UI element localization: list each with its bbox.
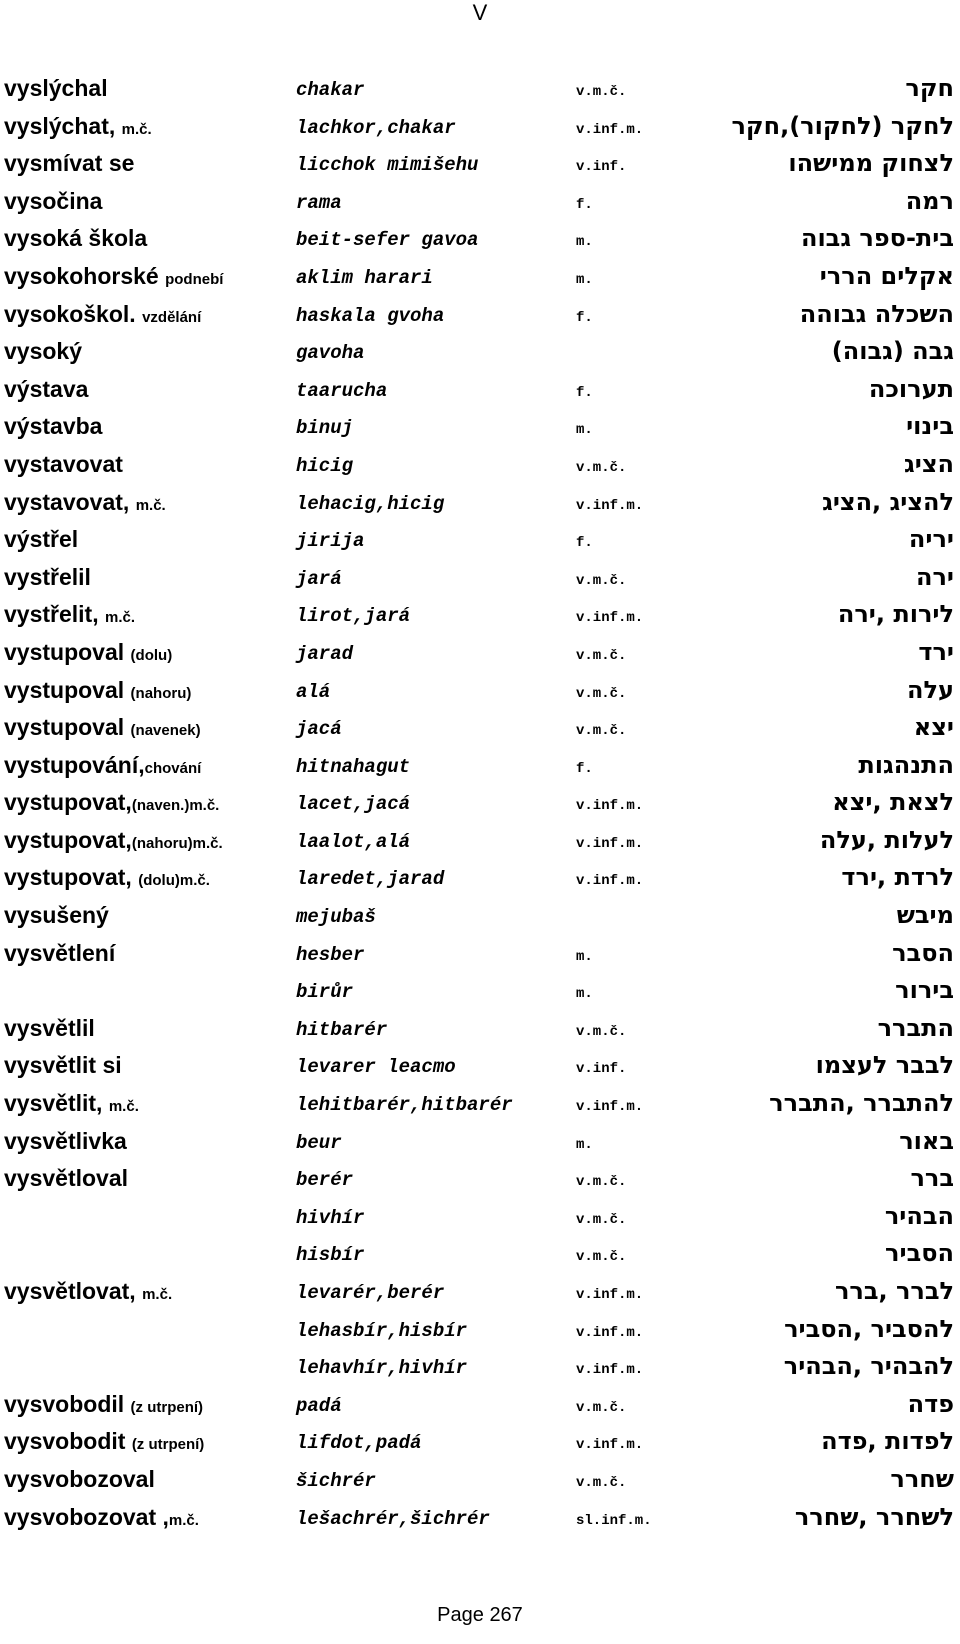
czech-term	[4, 1503, 199, 1535]
dictionary-row	[0, 1202, 960, 1240]
czech-word: vysočina	[4, 187, 103, 214]
transliteration: jacá	[296, 718, 342, 741]
dictionary-row	[0, 751, 960, 789]
hebrew-term: הסבר	[892, 938, 954, 967]
hebrew-term: לירות ,ירה	[837, 600, 954, 629]
hebrew-term: ירד	[918, 637, 954, 666]
dictionary-row	[0, 300, 960, 338]
czech-note: m.č.	[142, 1286, 173, 1303]
transliteration: lehasbír,hisbír	[296, 1319, 468, 1342]
czech-word: vyslýchat,	[4, 112, 122, 139]
page-number: Page 267	[437, 1604, 523, 1626]
section-letter-header: V	[472, 0, 488, 25]
grammar-tag: f.	[576, 309, 593, 326]
hebrew-term: השכלה גבוהה	[799, 299, 954, 328]
grammar-tag: v.m.č.	[576, 1399, 627, 1416]
dictionary-row	[0, 1164, 960, 1202]
transliteration: lirot,jará	[296, 605, 411, 628]
hebrew-term: פדה	[907, 1389, 954, 1418]
hebrew-term: גבה (גבוה)	[831, 337, 954, 366]
czech-word: vystavovat	[4, 450, 123, 477]
hebrew-term: הסביר	[885, 1239, 954, 1268]
hebrew-term: שחרר	[890, 1464, 954, 1493]
transliteration: hesber	[296, 943, 365, 966]
hebrew-term: התנהגות	[858, 750, 954, 779]
czech-word: vystupoval	[4, 714, 131, 741]
czech-note: (naven.)m.č.	[131, 797, 220, 815]
dictionary-entries	[0, 74, 960, 1540]
czech-term	[4, 863, 210, 895]
czech-term	[4, 600, 135, 632]
transliteration: lehacig,hicig	[296, 492, 445, 515]
transliteration: gavoha	[296, 342, 365, 365]
czech-word: vystupoval	[4, 676, 131, 703]
transliteration: taarucha	[296, 379, 388, 402]
czech-term	[4, 149, 134, 181]
dictionary-row	[0, 826, 960, 864]
dictionary-row	[0, 187, 960, 225]
dictionary-row	[0, 525, 960, 563]
hebrew-term: ירה	[915, 562, 954, 591]
czech-word: vystupoval	[4, 638, 131, 665]
czech-note: (dolu)	[130, 646, 173, 664]
transliteration: mejubaš	[296, 906, 376, 929]
czech-word: vysokoškol.	[4, 300, 143, 327]
transliteration: jirija	[296, 530, 365, 553]
dictionary-row	[0, 976, 960, 1014]
hebrew-term: תערוכה	[868, 374, 954, 403]
czech-word: vysmívat se	[4, 150, 135, 177]
dictionary-row	[0, 1390, 960, 1428]
czech-word: vystupování,	[4, 751, 145, 778]
dictionary-row	[0, 149, 960, 187]
czech-term	[4, 1390, 203, 1422]
grammar-tag: v.m.č.	[576, 1211, 627, 1228]
transliteration: aklim harari	[296, 266, 433, 289]
grammar-tag: v.inf.m.	[576, 497, 644, 514]
transliteration: šichrér	[296, 1469, 376, 1492]
grammar-tag: f.	[576, 384, 593, 401]
czech-term	[4, 112, 152, 144]
czech-term	[4, 676, 191, 708]
czech-word: vysvětlil	[4, 1014, 95, 1041]
dictionary-row	[0, 1503, 960, 1541]
hebrew-term: אקלים הררי	[819, 261, 954, 290]
hebrew-term: בינוי	[906, 412, 954, 441]
czech-note: m.č.	[135, 496, 166, 514]
hebrew-term: לרדת ,ירד	[841, 863, 954, 892]
czech-word: vysvobodit	[4, 1428, 132, 1455]
czech-term	[4, 1277, 172, 1309]
czech-word: vysušený	[4, 902, 109, 929]
transliteration: padá	[296, 1394, 342, 1417]
grammar-tag: v.m.č.	[576, 1249, 627, 1266]
dictionary-row	[0, 450, 960, 488]
transliteration: laredet,jarad	[296, 868, 445, 891]
transliteration: laalot,alá	[296, 830, 411, 853]
grammar-tag: v.m.č.	[576, 1474, 627, 1491]
grammar-tag: v.m.č.	[576, 1174, 627, 1191]
czech-term	[4, 939, 115, 971]
czech-term	[4, 1427, 204, 1459]
czech-word: výstava	[4, 375, 89, 402]
czech-note: m.č.	[121, 120, 152, 138]
dictionary-row	[0, 1014, 960, 1052]
grammar-tag: v.inf.m.	[576, 1287, 644, 1303]
czech-term	[4, 224, 147, 256]
grammar-tag: v.m.č.	[576, 84, 627, 100]
dictionary-row	[0, 1315, 960, 1353]
transliteration: binuj	[296, 417, 354, 440]
hebrew-term: לצחוק ממישהו	[788, 149, 954, 178]
czech-term	[4, 300, 201, 332]
czech-word: výstřel	[4, 526, 79, 553]
transliteration: lehitbarér,hitbarér	[296, 1094, 513, 1117]
transliteration: lacet,jacá	[296, 793, 411, 816]
dictionary-row	[0, 1427, 960, 1465]
dictionary-row	[0, 412, 960, 450]
hebrew-term: יריה	[908, 525, 954, 554]
czech-word: vyslýchal	[4, 75, 108, 101]
dictionary-row	[0, 1465, 960, 1503]
transliteration: chakar	[296, 79, 365, 101]
czech-term	[4, 826, 223, 858]
dictionary-row	[0, 901, 960, 939]
czech-word: vysvětloval	[4, 1165, 129, 1192]
czech-word: vystřelit,	[4, 601, 105, 628]
grammar-tag: m.	[576, 1136, 593, 1153]
czech-word: vysvětlit,	[4, 1090, 109, 1117]
czech-term	[4, 713, 201, 745]
hebrew-term: לשחרר ,שחרר	[794, 1502, 954, 1531]
grammar-tag: v.inf.	[576, 159, 627, 176]
hebrew-term: בית-ספר גבוה	[800, 224, 954, 253]
grammar-tag: v.inf.m.	[576, 610, 644, 627]
dictionary-row	[0, 563, 960, 601]
grammar-tag: f.	[576, 196, 593, 213]
dictionary-row	[0, 1277, 960, 1315]
hebrew-term: באור	[899, 1126, 954, 1155]
czech-term	[4, 412, 102, 444]
czech-word: vystřelil	[4, 563, 91, 590]
dictionary-row	[0, 262, 960, 300]
czech-note: (navenek)	[130, 722, 201, 740]
dictionary-row	[0, 676, 960, 714]
transliteration: hitbarér	[296, 1018, 388, 1041]
dictionary-row	[0, 337, 960, 375]
transliteration: beur	[296, 1131, 342, 1154]
hebrew-term: מיבש	[896, 901, 954, 930]
hebrew-term: להסביר ,הסביר	[784, 1314, 954, 1343]
transliteration: alá	[296, 680, 331, 703]
czech-word: vystupovat,	[4, 826, 132, 853]
czech-word: vystupovat,	[4, 864, 139, 891]
dictionary-row	[0, 638, 960, 676]
grammar-tag: v.m.č.	[576, 1023, 627, 1040]
dictionary-row	[0, 863, 960, 901]
hebrew-term: יצא	[913, 713, 954, 742]
transliteration: rama	[296, 191, 342, 214]
czech-term	[4, 788, 219, 820]
dictionary-row	[0, 1127, 960, 1165]
czech-word: výstavba	[4, 413, 103, 440]
grammar-tag: f.	[576, 535, 593, 552]
transliteration: jarad	[296, 642, 354, 665]
transliteration: lehavhír,hivhír	[296, 1357, 468, 1380]
czech-term	[4, 1127, 127, 1159]
czech-term	[4, 375, 88, 407]
dictionary-row	[0, 600, 960, 638]
czech-term	[4, 262, 223, 294]
grammar-tag: m.	[576, 234, 593, 251]
czech-note: chování	[144, 759, 202, 777]
dictionary-row	[0, 1051, 960, 1089]
czech-note: (z utrpení)	[131, 1436, 205, 1454]
transliteration: levarér,berér	[296, 1282, 445, 1304]
grammar-tag: f.	[576, 760, 593, 777]
grammar-tag: v.inf.m.	[576, 1437, 644, 1454]
transliteration: hitnahagut	[296, 755, 411, 778]
czech-word: vysvětlení	[4, 939, 116, 966]
czech-note: (z utrpení)	[130, 1398, 204, 1416]
transliteration: jará	[296, 567, 342, 590]
dictionary-row	[0, 1352, 960, 1390]
grammar-tag: v.inf.m.	[576, 1362, 644, 1379]
czech-word: vysvětlivka	[4, 1127, 127, 1154]
grammar-tag: v.m.č.	[576, 685, 627, 702]
dictionary-row	[0, 488, 960, 526]
czech-note: m.č.	[108, 1098, 139, 1116]
czech-term	[4, 74, 108, 106]
transliteration: levarer leacmo	[296, 1056, 456, 1079]
czech-term	[4, 1089, 139, 1121]
transliteration: hisbír	[296, 1244, 365, 1267]
czech-term	[4, 187, 102, 219]
grammar-tag: m.	[576, 948, 593, 965]
hebrew-term: לברר ,ברר	[834, 1277, 954, 1305]
czech-word: vysvětlit si	[4, 1052, 122, 1079]
grammar-tag: v.inf.m.	[576, 1324, 644, 1341]
grammar-tag: m.	[576, 986, 593, 1003]
transliteration: beit-sefer gavoa	[296, 229, 479, 252]
czech-term	[4, 488, 166, 520]
czech-term	[4, 751, 201, 783]
grammar-tag: sl.inf.m.	[576, 1512, 652, 1529]
dictionary-row	[0, 1089, 960, 1127]
hebrew-term: ברר	[910, 1164, 954, 1193]
czech-word: vysvobozovat ,	[4, 1503, 169, 1530]
czech-note: vzdělání	[142, 308, 202, 326]
grammar-tag: v.inf.m.	[576, 121, 644, 138]
dictionary-row	[0, 112, 960, 150]
czech-term	[4, 1465, 155, 1497]
grammar-tag: v.m.č.	[576, 723, 627, 740]
czech-word: vysvobodil	[4, 1390, 131, 1417]
grammar-tag: m.	[576, 271, 593, 288]
grammar-tag: v.m.č.	[576, 647, 627, 664]
dictionary-row	[0, 224, 960, 262]
dictionary-row	[0, 788, 960, 826]
hebrew-term: חקר	[905, 74, 954, 102]
hebrew-term: עלה	[907, 675, 954, 704]
transliteration: haskala gvoha	[296, 304, 445, 327]
hebrew-term: לבבר לעצמו	[815, 1051, 954, 1080]
czech-word: vysvětlovat,	[4, 1278, 143, 1304]
transliteration: lifdot,padá	[296, 1432, 422, 1455]
grammar-tag: v.m.č.	[576, 572, 627, 589]
hebrew-term: הציג	[904, 449, 954, 478]
czech-term	[4, 638, 172, 670]
dictionary-row	[0, 713, 960, 751]
czech-term	[4, 1164, 128, 1196]
transliteration: lachkor,chakar	[296, 116, 456, 139]
transliteration: hicig	[296, 454, 354, 477]
dictionary-row	[0, 939, 960, 977]
czech-note: (dolu)m.č.	[138, 872, 210, 890]
czech-note: (nahoru)	[130, 684, 192, 702]
hebrew-term: רמה	[905, 186, 954, 215]
hebrew-term: להתברר ,התברר	[769, 1089, 954, 1118]
grammar-tag: v.inf.m.	[576, 1099, 644, 1116]
czech-note: podnebí	[165, 270, 224, 288]
czech-term	[4, 1014, 95, 1046]
grammar-tag: m.	[576, 422, 593, 439]
transliteration: berér	[296, 1169, 354, 1192]
transliteration: licchok mimišehu	[296, 154, 479, 177]
hebrew-term: להציג ,הציג	[822, 487, 954, 516]
czech-term	[4, 563, 91, 595]
czech-note: m.č.	[105, 609, 136, 627]
czech-word: vysoký	[4, 338, 83, 365]
hebrew-term: לצאת ,יצא	[832, 788, 954, 817]
hebrew-term: להבהיר ,הבהיר	[783, 1352, 954, 1381]
czech-term	[4, 901, 109, 933]
grammar-tag: v.inf.m.	[576, 873, 644, 890]
transliteration: birůr	[296, 981, 354, 1004]
grammar-tag: v.inf.	[576, 1061, 627, 1078]
dictionary-row	[0, 375, 960, 413]
hebrew-term: לחקר (לחקור),חקר	[731, 111, 954, 140]
czech-word: vysoká škola	[4, 225, 148, 252]
grammar-tag: v.inf.m.	[576, 798, 644, 815]
czech-term	[4, 525, 78, 557]
czech-note: (nahoru)m.č.	[131, 834, 223, 852]
grammar-tag: v.inf.m.	[576, 835, 644, 852]
hebrew-term: לעלות ,עלה	[819, 825, 954, 854]
czech-note: m.č.	[168, 1511, 199, 1529]
transliteration: lešachrér,šichrér	[296, 1507, 490, 1530]
dictionary-row	[0, 1239, 960, 1277]
hebrew-term: לפדות ,פדה	[821, 1427, 954, 1456]
czech-term	[4, 450, 123, 482]
hebrew-term: בירור	[895, 976, 954, 1005]
transliteration: hivhír	[296, 1206, 365, 1229]
czech-term	[4, 337, 82, 369]
hebrew-term: התברר	[877, 1013, 954, 1042]
hebrew-term: הבהיר	[884, 1201, 954, 1230]
czech-word: vystupovat,	[4, 789, 132, 816]
czech-word: vysvobozoval	[4, 1465, 155, 1492]
czech-word: vystavovat,	[4, 488, 136, 515]
czech-term	[4, 1051, 122, 1083]
grammar-tag: v.m.č.	[576, 459, 627, 476]
dictionary-row	[0, 74, 960, 112]
czech-word: vysokohorské	[4, 262, 166, 289]
